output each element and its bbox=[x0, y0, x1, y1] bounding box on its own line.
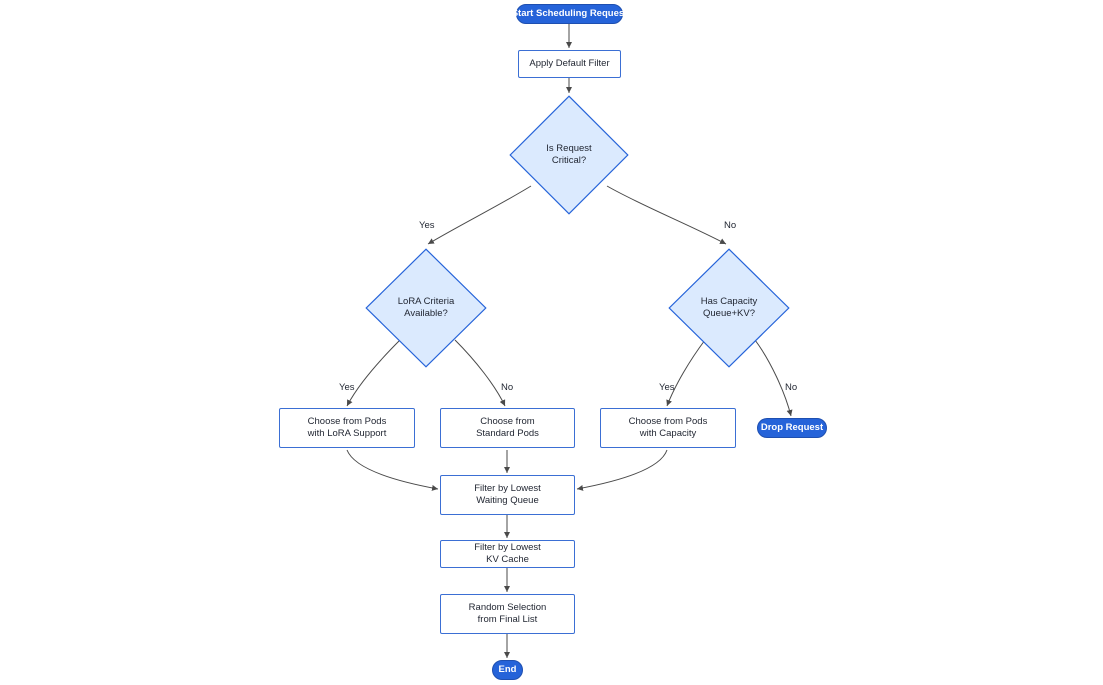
flowchart-node-label: Start Scheduling Request bbox=[511, 8, 628, 20]
edge-label-capacity-to-pods_cap: Yes bbox=[659, 382, 675, 393]
flowchart-node-random[interactable] bbox=[440, 594, 575, 634]
flowchart-node-pods_cap[interactable] bbox=[600, 408, 736, 448]
flowchart-node-label: Filter by Lowest KV Cache bbox=[474, 542, 541, 565]
flowchart-node-filter_queue[interactable] bbox=[440, 475, 575, 515]
flowchart-node-end[interactable] bbox=[492, 660, 523, 680]
flowchart-node-label: Choose from Pods with LoRA Support bbox=[307, 416, 387, 439]
flowchart-node-label: Random Selection from Final List bbox=[468, 602, 547, 625]
flowchart-node-label: End bbox=[498, 664, 517, 676]
flowchart-node-filter_kv[interactable] bbox=[440, 540, 575, 568]
edge-label-critical-to-lora: Yes bbox=[419, 220, 435, 231]
flowchart-node-label: Choose from Pods with Capacity bbox=[628, 416, 708, 439]
flowchart-node-label: Is Request Critical? bbox=[546, 143, 592, 166]
flowchart-edge bbox=[347, 450, 438, 489]
edge-label-lora-to-pods_lora: Yes bbox=[339, 382, 355, 393]
flowchart-node-critical[interactable] bbox=[509, 95, 629, 215]
flowchart-node-label: Drop Request bbox=[760, 422, 824, 434]
flowchart-node-capacity[interactable] bbox=[668, 248, 790, 368]
flowchart-node-label: LoRA Criteria Available? bbox=[397, 296, 455, 319]
flowchart-node-apply[interactable] bbox=[518, 50, 621, 78]
flowchart-node-label: Apply Default Filter bbox=[529, 58, 610, 70]
flowchart-node-drop[interactable] bbox=[757, 418, 827, 438]
edge-label-critical-to-capacity: No bbox=[724, 220, 737, 231]
flowchart-node-pods_std[interactable] bbox=[440, 408, 575, 448]
flowchart-node-lora[interactable] bbox=[365, 248, 487, 368]
flowchart-node-label: Filter by Lowest Waiting Queue bbox=[474, 483, 541, 506]
edge-label-lora-to-pods_std: No bbox=[501, 382, 514, 393]
flowchart-edge bbox=[577, 450, 667, 489]
flowchart-node-start[interactable] bbox=[511, 4, 628, 24]
flowchart-node-label: Choose from Standard Pods bbox=[476, 416, 539, 439]
edge-label-capacity-to-drop: No bbox=[785, 382, 798, 393]
flowchart-node-pods_lora[interactable] bbox=[279, 408, 415, 448]
flowchart-node-label: Has Capacity Queue+KV? bbox=[700, 296, 758, 319]
